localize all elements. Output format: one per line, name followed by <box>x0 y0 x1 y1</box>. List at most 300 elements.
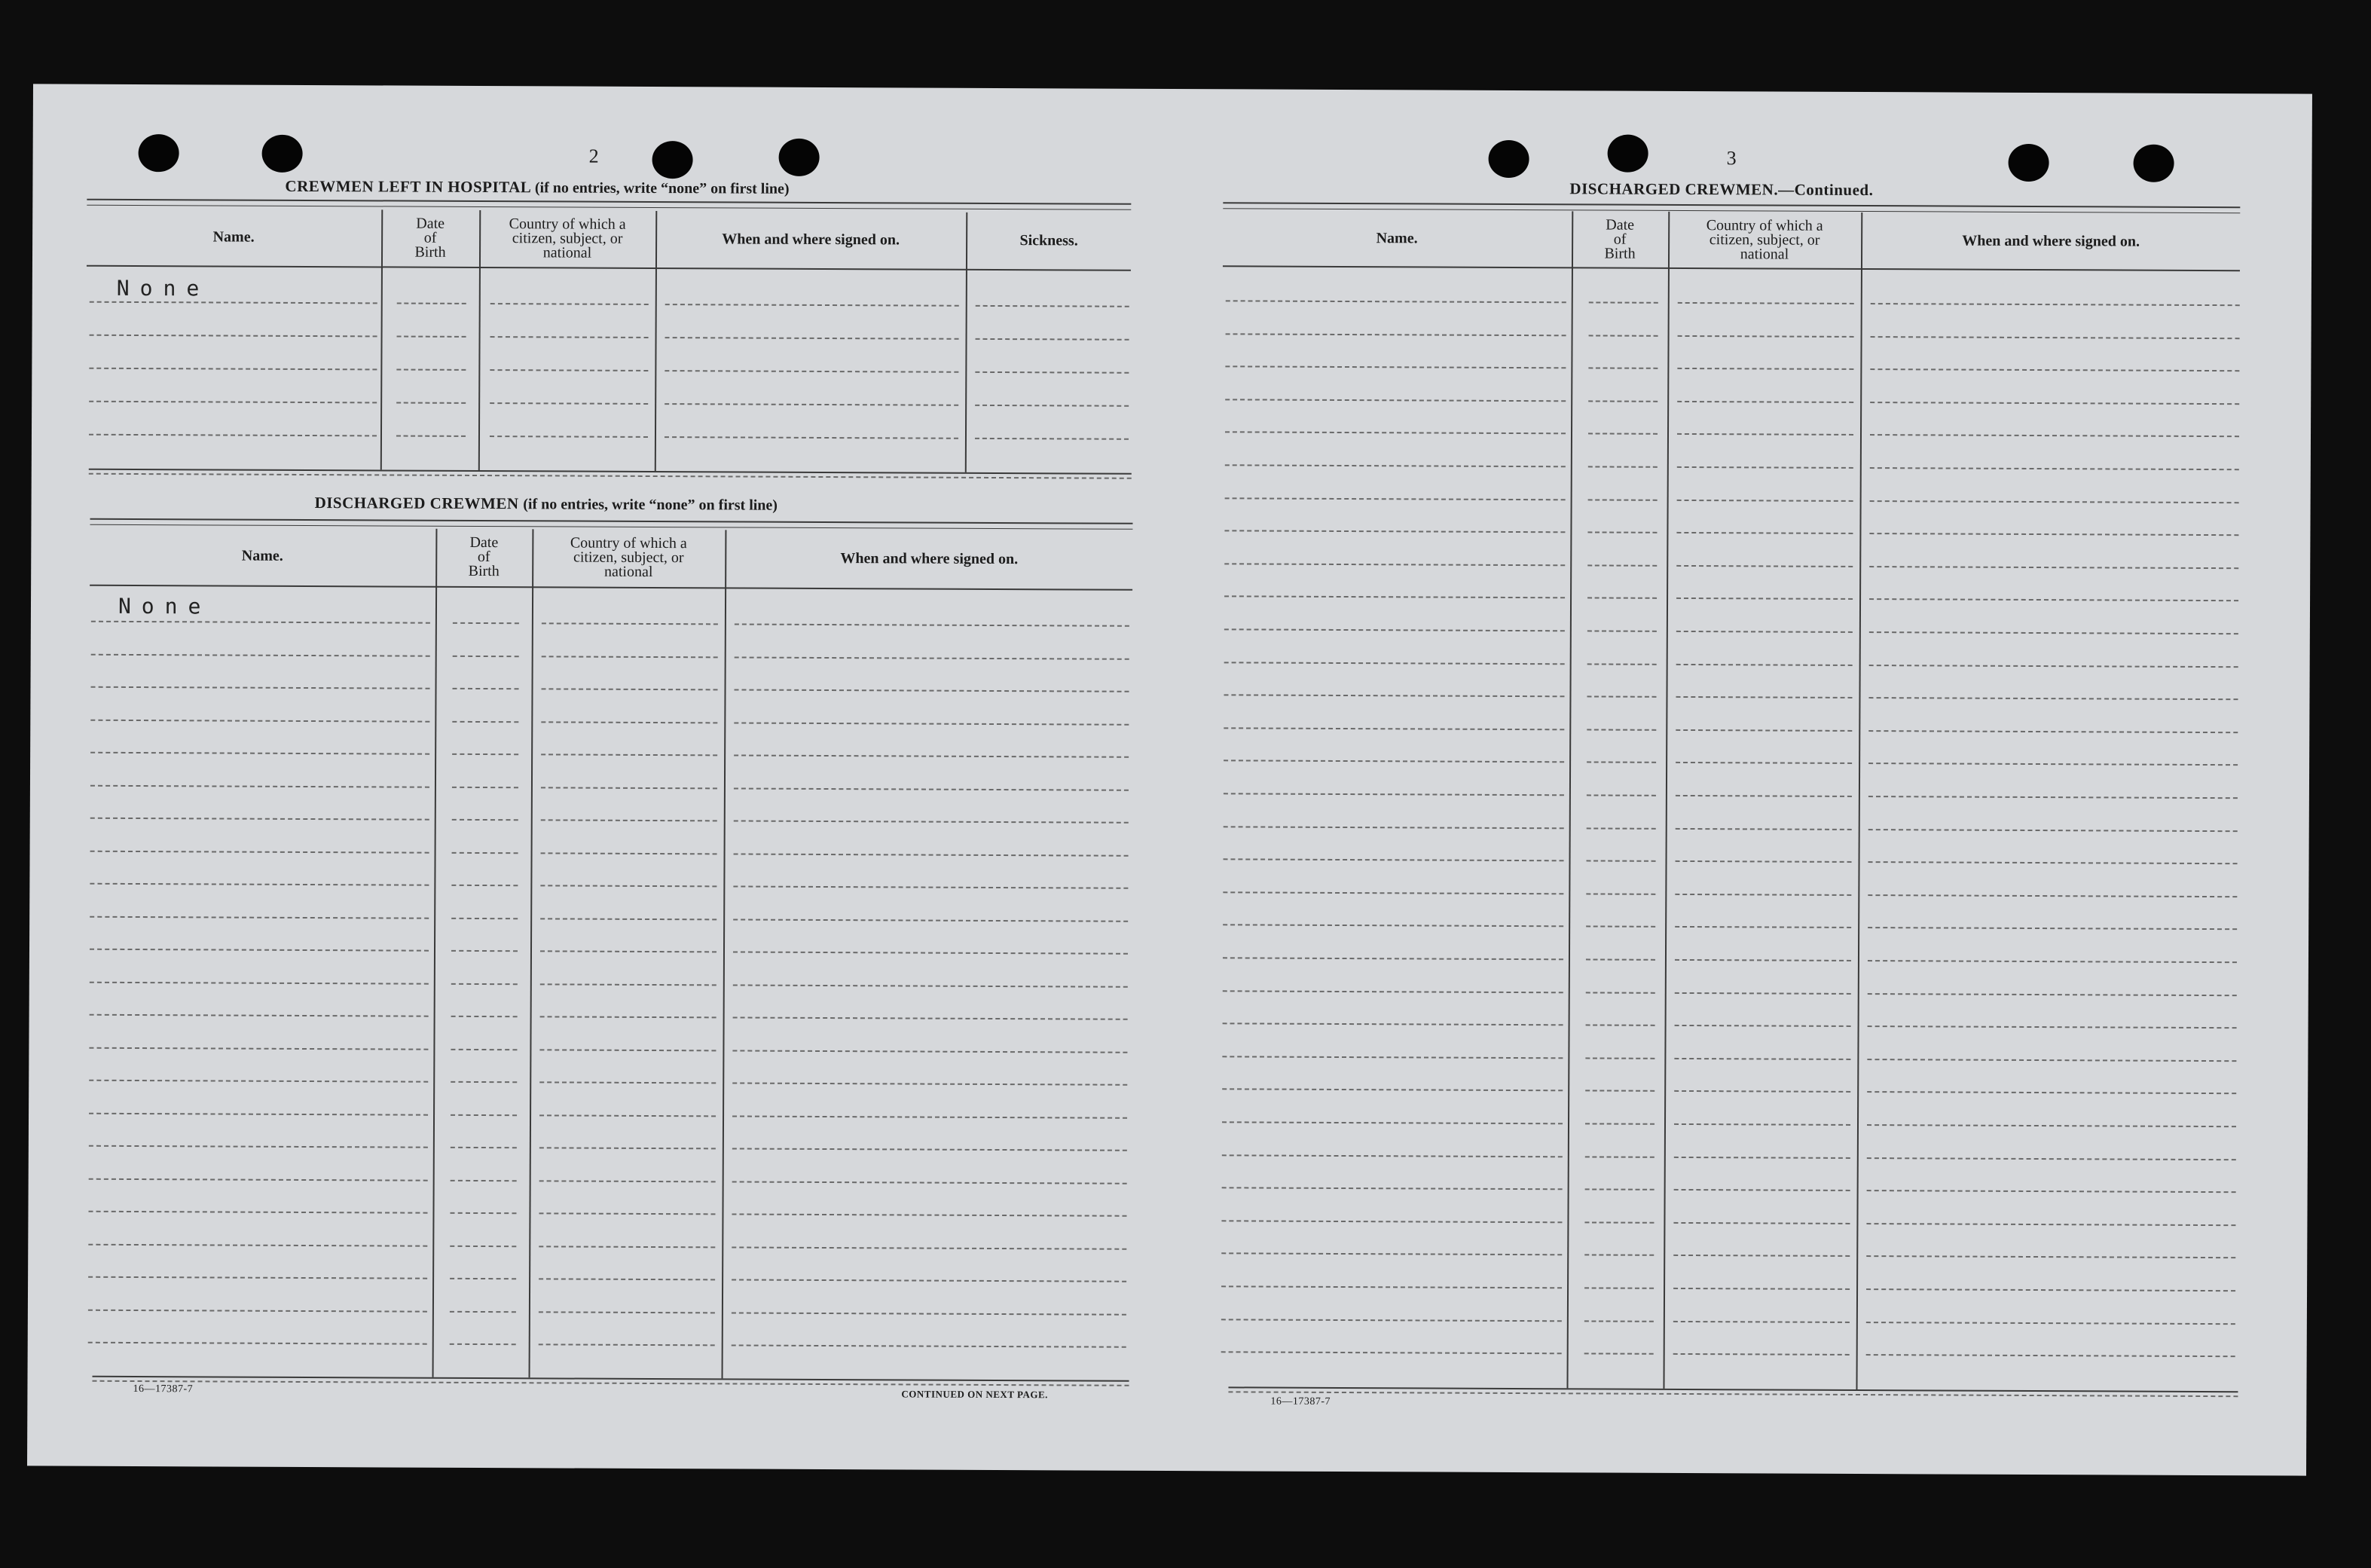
row-line <box>1588 400 1658 402</box>
row-line <box>1221 1319 1562 1322</box>
row-line <box>451 917 518 918</box>
entry-none: None <box>118 593 212 619</box>
row-line <box>1585 1189 1655 1191</box>
row-line <box>1870 434 2239 437</box>
form-number: 16—17387-7 <box>133 1383 194 1395</box>
column-header-country: Country of which a citizen, subject, or national <box>570 534 687 581</box>
column-header-dob: Date of Birth <box>468 533 500 580</box>
row-line <box>452 720 518 722</box>
row-line <box>732 1148 1127 1151</box>
row-line <box>1866 1322 2235 1325</box>
row-line <box>1585 1156 1655 1157</box>
column-dividers <box>33 84 2312 93</box>
row-line <box>490 369 648 371</box>
row-line <box>734 820 1129 823</box>
row-line <box>732 1344 1126 1347</box>
row-line <box>1222 1089 1563 1092</box>
row-line <box>1676 795 1852 797</box>
row-line <box>91 621 430 624</box>
row-line <box>1868 796 2238 799</box>
table-row <box>33 84 2312 93</box>
table-row <box>33 84 2312 93</box>
continued-note: CONTINUED ON NEXT PAGE. <box>901 1388 1048 1401</box>
row-line <box>732 1082 1127 1085</box>
table-row <box>33 84 2312 93</box>
row-line <box>1868 829 2238 832</box>
row-line <box>540 950 716 952</box>
table-row <box>33 84 2312 93</box>
punch-hole <box>2133 145 2174 182</box>
row-line <box>1676 828 1852 830</box>
row-line <box>732 1181 1127 1184</box>
row-line <box>451 885 518 886</box>
row-line <box>1225 366 1566 369</box>
row-line <box>1223 957 1563 960</box>
table-row <box>33 84 2312 93</box>
row-line <box>1586 1025 1655 1026</box>
table-rule <box>1228 1391 2238 1397</box>
row-line <box>1587 762 1656 763</box>
row-line <box>90 752 429 755</box>
row-line <box>539 1343 715 1346</box>
table-row <box>33 84 2312 93</box>
ledger-sheet <box>27 84 2312 1475</box>
row-line <box>1586 893 1655 894</box>
row-line <box>1866 1223 2235 1226</box>
row-line <box>451 1081 517 1083</box>
row-line <box>451 1114 517 1115</box>
row-line <box>88 1243 427 1246</box>
row-line <box>541 787 717 789</box>
row-line <box>975 438 1129 440</box>
row-line <box>1586 958 1655 960</box>
row-line <box>542 656 718 658</box>
row-line <box>452 819 518 821</box>
table-row <box>33 84 2312 93</box>
table-rows <box>33 84 2312 93</box>
row-line <box>539 1246 715 1248</box>
row-line <box>1676 631 1853 633</box>
column-dividers <box>33 84 2312 93</box>
row-line <box>1584 1221 1654 1223</box>
row-line <box>1867 1157 2236 1160</box>
row-line <box>665 403 958 406</box>
row-line <box>451 1048 517 1050</box>
row-line <box>1225 399 1566 402</box>
row-line <box>1588 499 1658 500</box>
column-header-dob: Date of Birth <box>414 215 446 261</box>
row-line <box>453 622 519 624</box>
punch-hole <box>1488 140 1529 178</box>
punch-hole <box>652 141 692 179</box>
row-line <box>88 1211 427 1214</box>
row-line <box>541 819 717 821</box>
row-line <box>541 753 717 756</box>
table-row <box>33 84 2312 93</box>
row-line <box>1674 1123 1850 1126</box>
table-row <box>33 84 2312 93</box>
row-line <box>539 1049 716 1051</box>
row-line <box>1589 335 1658 336</box>
table-row <box>33 84 2312 93</box>
row-line <box>1586 992 1655 993</box>
row-line <box>396 369 466 371</box>
row-line <box>1222 1056 1563 1059</box>
row-line <box>90 818 429 821</box>
row-line <box>1585 1057 1655 1059</box>
punch-hole <box>2008 144 2049 182</box>
row-line <box>1676 860 1852 863</box>
table-row <box>33 84 2312 93</box>
table-row <box>33 84 2312 93</box>
row-line <box>1226 333 1566 336</box>
row-line <box>1225 497 1566 500</box>
row-line <box>1584 1353 1654 1355</box>
table-rule <box>87 199 1131 205</box>
row-line <box>1674 1058 1850 1060</box>
table-row <box>33 84 2312 93</box>
row-line <box>1870 500 2239 503</box>
row-line <box>1587 598 1657 599</box>
table-row <box>33 84 2312 93</box>
row-line <box>540 885 716 887</box>
column-header-name: Name. <box>212 228 255 246</box>
row-line <box>451 950 518 952</box>
row-line <box>1673 1255 1850 1257</box>
row-line <box>88 1276 427 1279</box>
table-row <box>33 84 2312 93</box>
row-line <box>453 655 519 656</box>
column-header-signed-on: When and where signed on. <box>840 550 1019 568</box>
row-line <box>452 851 518 853</box>
row-line <box>1677 466 1853 469</box>
row-line <box>735 689 1129 692</box>
column-header-country: Country of which a citizen, subject, or national <box>1706 216 1823 263</box>
table-row <box>33 84 2312 93</box>
table-row <box>33 84 2312 93</box>
row-line <box>1870 368 2239 371</box>
row-line <box>1870 402 2239 405</box>
table-row <box>33 84 2312 93</box>
table-row <box>33 84 2312 93</box>
row-line <box>1869 598 2238 601</box>
table-row <box>33 84 2312 93</box>
section-title-discharged-continued: DISCHARGED CREWMEN.—Continued. <box>1569 179 1874 200</box>
row-line <box>1868 927 2237 930</box>
table-row <box>33 84 2312 93</box>
row-line <box>732 1115 1127 1118</box>
row-line <box>1225 464 1566 467</box>
table-row <box>33 84 2312 93</box>
punch-hole <box>262 135 303 173</box>
column-header-signed-on: When and where signed on. <box>1962 232 2140 250</box>
row-line <box>1224 727 1564 730</box>
row-line <box>735 623 1129 626</box>
row-line <box>1674 1157 1850 1159</box>
row-line <box>90 883 429 886</box>
row-line <box>1675 992 1851 995</box>
table-row <box>33 84 2312 93</box>
row-line <box>450 1245 516 1246</box>
row-line <box>733 951 1128 954</box>
row-line <box>90 949 429 952</box>
row-line <box>1676 532 1853 534</box>
row-line <box>89 1145 428 1148</box>
column-divider <box>1856 212 1862 1389</box>
punch-hole <box>139 134 179 172</box>
row-line <box>1585 1090 1655 1092</box>
row-line <box>452 786 518 787</box>
row-line <box>1867 1059 2236 1062</box>
row-line <box>1224 530 1565 533</box>
row-line <box>1224 628 1565 631</box>
row-line <box>89 368 377 371</box>
section-title-text: CREWMEN LEFT IN HOSPITAL <box>285 176 531 197</box>
table-rows <box>33 84 2312 93</box>
row-line <box>1225 432 1566 435</box>
row-line <box>541 852 717 854</box>
table-row <box>33 84 2312 93</box>
table-row <box>33 84 2312 93</box>
row-line <box>1587 860 1656 862</box>
row-line <box>490 436 648 438</box>
section-title-discharged <box>315 494 778 515</box>
row-line <box>975 405 1129 407</box>
row-line <box>91 653 430 656</box>
row-line <box>1677 401 1853 403</box>
column-header-country: Country of which a citizen, subject, or national <box>509 215 626 261</box>
row-line <box>1866 1255 2235 1258</box>
table-row <box>33 84 2312 93</box>
row-line <box>540 983 716 986</box>
column-divider <box>655 211 658 471</box>
row-line <box>397 336 466 338</box>
column-divider <box>965 212 968 472</box>
table-row <box>33 84 2312 93</box>
row-line <box>1676 664 1853 666</box>
row-line <box>1867 1190 2236 1193</box>
table-row <box>33 84 2312 93</box>
table-row <box>33 84 2312 93</box>
table-row <box>33 84 2312 93</box>
row-line <box>542 622 718 625</box>
row-line <box>539 1212 715 1215</box>
row-line <box>539 1147 716 1149</box>
row-line <box>1868 730 2238 733</box>
table-row <box>33 84 2312 93</box>
row-line <box>1226 300 1566 303</box>
row-line <box>1868 697 2238 700</box>
row-line <box>1868 960 2237 963</box>
row-line <box>1675 959 1851 961</box>
row-line <box>89 401 377 404</box>
column-divider <box>1663 212 1670 1389</box>
table-row <box>33 84 2312 93</box>
row-line <box>1676 729 1852 732</box>
row-line <box>1224 596 1565 599</box>
table-row <box>33 84 2312 93</box>
row-line <box>451 1016 518 1017</box>
table-row <box>33 84 2312 93</box>
row-line <box>733 918 1128 922</box>
section-title-text: DISCHARGED CREWMEN <box>314 494 519 513</box>
row-line <box>735 656 1129 659</box>
row-line <box>732 1312 1126 1315</box>
row-line <box>1589 301 1658 303</box>
row-line <box>540 1016 716 1018</box>
row-line <box>733 1016 1128 1019</box>
row-line <box>1868 1025 2237 1029</box>
row-line <box>1674 1090 1850 1093</box>
row-line <box>1869 533 2238 536</box>
row-line <box>1675 894 1851 896</box>
row-line <box>1676 565 1853 567</box>
row-line <box>90 915 429 918</box>
table-row <box>33 84 2312 93</box>
table-row <box>33 84 2312 93</box>
table-row <box>33 84 2312 93</box>
row-line <box>88 1342 427 1345</box>
page-number: 2 <box>588 145 599 167</box>
row-line <box>490 402 648 405</box>
row-line <box>1221 1253 1562 1256</box>
row-line <box>1224 826 1564 829</box>
row-line <box>396 436 466 437</box>
row-line <box>1677 500 1853 502</box>
row-line <box>539 1311 715 1313</box>
row-line <box>1224 793 1564 796</box>
row-line <box>665 370 958 373</box>
row-line <box>450 1310 516 1312</box>
row-line <box>1678 335 1854 338</box>
row-line <box>1221 1285 1562 1288</box>
row-line <box>90 784 429 787</box>
row-line <box>90 719 429 722</box>
table-row <box>33 84 2312 93</box>
row-line <box>450 1343 516 1345</box>
row-line <box>89 1112 428 1115</box>
row-line <box>1223 990 1563 993</box>
punch-hole <box>778 139 819 176</box>
table-row <box>33 84 2312 93</box>
row-line <box>451 1147 517 1148</box>
row-line <box>1221 1220 1562 1223</box>
row-line <box>975 371 1129 374</box>
row-line <box>89 434 377 437</box>
page-number: 3 <box>1726 147 1737 170</box>
row-line <box>1867 1124 2236 1127</box>
punch-hole <box>1608 135 1648 173</box>
row-line <box>1223 891 1563 894</box>
table-row <box>33 84 2312 93</box>
row-line <box>88 1309 427 1312</box>
table-row <box>33 84 2312 93</box>
row-line <box>1221 1351 1562 1354</box>
row-line <box>1222 1154 1563 1157</box>
row-line <box>539 1114 716 1117</box>
row-line <box>1868 861 2238 864</box>
row-line <box>539 1180 716 1182</box>
entry-none: None <box>116 275 210 301</box>
table-rule <box>1223 202 2240 208</box>
table-rule <box>93 1380 1129 1386</box>
table-row <box>33 84 2312 93</box>
table-row <box>33 84 2312 93</box>
table-rule <box>89 473 1132 479</box>
column-header-name: Name. <box>1376 229 1418 246</box>
row-line <box>539 1278 715 1280</box>
row-line <box>90 981 429 984</box>
row-line <box>451 1179 517 1181</box>
row-line <box>1868 763 2238 766</box>
row-line <box>734 853 1129 856</box>
row-line <box>1224 563 1565 566</box>
row-line <box>451 983 518 984</box>
table-row <box>33 84 2312 93</box>
table-row <box>33 84 2312 93</box>
column-divider <box>380 209 383 469</box>
row-line <box>665 304 959 307</box>
table-rule <box>90 518 1132 524</box>
row-line <box>91 686 430 689</box>
row-line <box>734 787 1129 790</box>
row-line <box>732 1246 1126 1249</box>
row-line <box>1587 663 1657 665</box>
row-line <box>1586 926 1655 928</box>
row-line <box>1677 368 1853 370</box>
row-line <box>1676 696 1852 698</box>
row-line <box>733 984 1128 987</box>
row-line <box>540 918 716 920</box>
row-line <box>1224 760 1564 763</box>
row-line <box>1222 1187 1563 1190</box>
row-line <box>90 1014 429 1017</box>
form-number: 16—17387-7 <box>1270 1395 1331 1408</box>
row-line <box>1588 368 1658 369</box>
row-line <box>732 1279 1126 1282</box>
row-line <box>1587 696 1656 698</box>
table-row <box>33 84 2312 93</box>
table-row <box>33 84 2312 93</box>
row-line <box>1871 303 2240 306</box>
row-line <box>1673 1321 1850 1323</box>
row-line <box>1585 1123 1655 1124</box>
table-row <box>33 84 2312 93</box>
row-line <box>734 754 1129 757</box>
row-line <box>732 1213 1126 1216</box>
column-header-signed-on: When and where signed on. <box>722 231 900 249</box>
table-row <box>33 84 2312 93</box>
row-line <box>1675 1025 1851 1027</box>
row-line <box>539 1081 716 1084</box>
row-line <box>1675 926 1851 928</box>
row-line <box>1868 894 2237 897</box>
section-instruction: (if no entries, write “none” on first line) <box>523 496 778 514</box>
table-row <box>33 84 2312 93</box>
row-line <box>1223 925 1563 928</box>
column-header-name: Name. <box>241 547 283 564</box>
table-row <box>33 84 2312 93</box>
table-row <box>33 84 2312 93</box>
row-line <box>1584 1320 1654 1322</box>
row-line <box>1587 564 1657 566</box>
column-header-sickness: Sickness. <box>1019 232 1078 249</box>
row-line <box>1223 1022 1563 1025</box>
row-line <box>396 402 466 404</box>
row-line <box>1588 466 1658 467</box>
section-instruction: (if no entries, write “none” on first line) <box>534 179 790 197</box>
row-line <box>453 688 519 689</box>
